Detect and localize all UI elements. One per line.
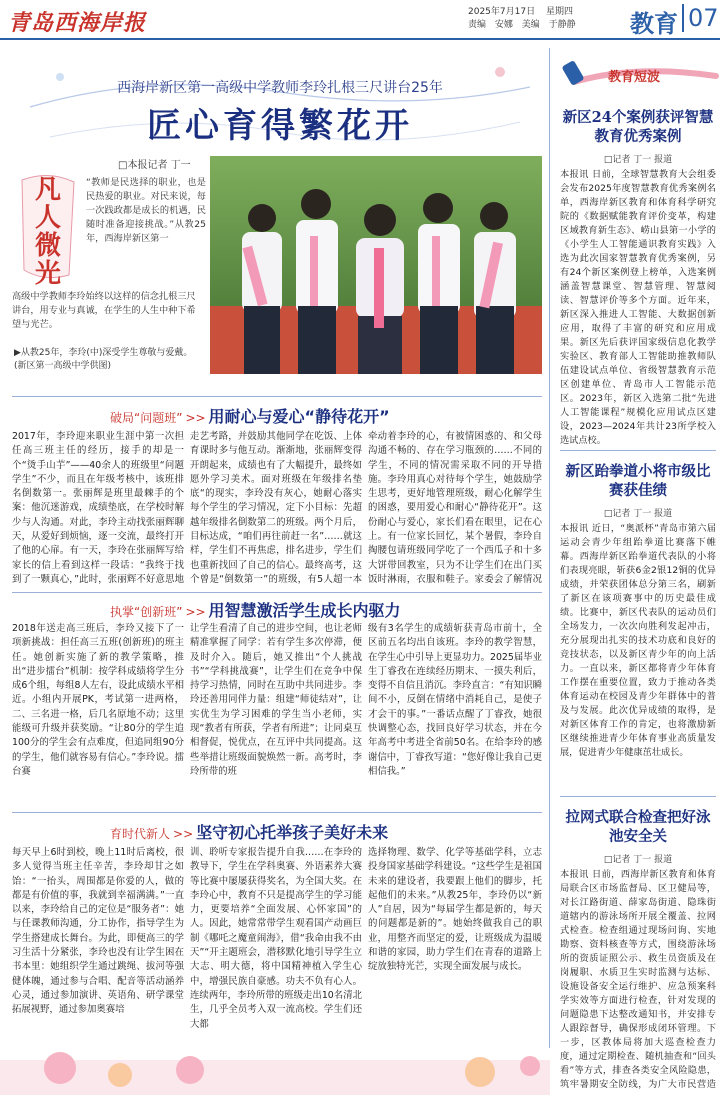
designer-name: 于静静	[548, 20, 576, 30]
article-lead-tail: 高级中学教师李玲始终以这样的信念扎根三尺讲台，用专业与真诚，在学生的人生中种下希望与光芒。	[12, 291, 196, 330]
section-heading-1	[110, 404, 510, 426]
column-badge: 凡人微光	[34, 175, 61, 289]
section-heading-title: 用智慧激活学生成长内驱力	[208, 601, 401, 620]
teacher-students-photo	[210, 156, 542, 374]
section-heading-3	[110, 820, 510, 842]
section-heading-title: 用耐心与爱心“静待花开”	[208, 407, 390, 426]
divider	[12, 396, 542, 397]
section-2-column-1: 2018年送走高三班后，李玲又接下了一项新挑战：担任高三五班(创新班)的班主任。她创新实施了新的教学策略，推出“进步擂台”机制：按学科成绩将学生分成6个组，每组8人左右，设此成绩水平相近。小组内开展PK，考试第一进两格，二、三名进一格，后几名原地不动；这里能级可升级并获奖励。“让80分的学生追100分的学生会有点难度，但追同组90分的学生，他们就容易有信心。”李玲说。擂台赛	[12, 623, 184, 777]
brief-header: 教育短波	[608, 70, 661, 85]
brief-body-2: 本报讯 近日，“奥派杯”青岛市第六届运动会青少年组跆拳道比赛落下帷幕。西海岸新区跆拳道代表队的小将们表现亮眼，斩获6金2银12铜的优异成绩，并荣获团体总分第三名，刷新了新区在该项赛事中的历史最佳成绩。比赛中，新区代表队的运动员们全场发力，一次次向胜利发起冲击，充分展现出扎实的技术功底和良好的竞技状态，以及新区青少年的向上活力。一直以来，新区都将青少年体育工作摆在重要位置，致力于推动各类体育运动在校园及青少年群体中的普及与发展。此次优异成绩的取得，是对新区体育工作的肯定，也将激励新区继续推进青少年体育事业高质量发展，促进青少年健康茁壮成长。	[560, 523, 716, 758]
brief-title-1: 新区24个案例获评智慧教育优秀案例	[562, 109, 714, 145]
issue-date: 2025年7月17日	[468, 7, 536, 17]
section-heading-2	[110, 598, 510, 620]
divider	[560, 450, 716, 451]
editor-name: 安娜	[494, 20, 513, 30]
masthead	[0, 0, 720, 40]
issue-info	[468, 6, 628, 32]
section-3-column-3: 选择物理、数学、化学等基础学科，立志投身国家基础学科建设。“这些学生是祖国未来的建设者，我要跟上他们的脚步，托起他们的未来。”从教25年，李玲仍以“新人”自居，因为“每届学生都是新的，每天的问题都是新的”。她始终做我自己的职业，用整齐而坚定的爱，让班级成为温暖和谐的家园，助力学生们在青春的道路上绽放独特光芒，实现全面发展与成长。	[368, 847, 542, 973]
section-1-column-1: 2017年，李玲迎来职业生涯中第一次担任高三班主任的经历，接手的却是一个“烫手山芋”——40余人的班级里“问题学生”不少，而且在年级考核中，该班排名倒数第一。张丽辉是班里最棘手的个案：他沉迷游戏，成绩垫底，在学校时解少与人沟通。对此，李玲主动找张丽辉聊天，从爱好到烦恼，逐一交流，最终打开了他的心扉。有一天，李玲在张丽辉写给家长的信上看到这样一段话：“我终于找到了一颗真心，”此时，张丽辉不好意思地	[12, 431, 184, 585]
article-lead-quote: “教师是民选择的职业，也是民热爱的职业。对民来说，每一次践政都是成长的机遇，民随时准备迎接挑战。”从教25年，西海岸新区第一	[86, 177, 206, 244]
brief-title-3: 拉网式联合检查把好泳池安全关	[565, 809, 711, 845]
section-3-column-2: 训、聆听专家报告提升自我……在李玲的教导下，学生在学科奥赛、外语素养大赛等比赛中屡屡获得奖名，为全国大奖。在李玲心中，教育不只是提高学生的学习能力，更要培养“全面发展、心怀家国”的人。因此，她常常带学生观看国产动画巨制《哪吒之魔童闹海》，借“我命由我不由天”“开主题班会，潜移默化地引导学生立大志、明大德，将中国精神植入学生心中，增强民族自豪感。功夫不负有心人。连续两年，李玲所带的班级走出10名清北生，几乎全员考入双一流高校。学生们还大都	[190, 847, 362, 1030]
article-headline: 匠心育得繁花开	[147, 106, 413, 146]
article-byline: □本报记者 丁一	[118, 160, 191, 171]
section-2-column-3: 级有3名学生的成绩斩获青岛市前十，全区前五名均出自该班。李玲的教学智慧，在学生心中引导上更显功力。2025届毕业生丁睿孜在连续经历期末、一摸失利后，变得不自信且消沉。李玲直言：“有知识瞬间不小，反倒在情绪中消耗自己，是使子才会干的事。”一番话点醒了丁睿孜，她很快调整心态，找回良好学习状态，并在今年高考中考进全省前50名。在给李玲的感谢信中，丁睿孜写道：“您好像让我自己更相信我。”	[368, 623, 542, 777]
photo-caption: ▶从教25年，李玲(中)深受学生尊敬与爱戴。(新区第一高级中学供图)	[14, 348, 193, 371]
article-kicker: 西海岸新区第一高级中学教师李玲扎根三尺讲台25年	[117, 80, 443, 96]
brief-byline-3: □记者 丁一 报道	[603, 855, 673, 865]
section-3-column-1: 每天早上6时到校，晚上11时后离校，很多人觉得当班主任辛苦，李玲却甘之如饴：“一抬头，周围都是你爱的人，做的都是有价值的事，我就到幸福满满。”一直以来，李玲给自己的定位是“服务者”：她与任课教师沟通，分工协作，指导学生为学生搭建成长舞台。为此，即便高三的学习生活十分紧张，李玲也没有让学生困在书本里：她组织学生通过跳绳、拔河等强健体魄，通过参与合唱、配音等活动涵养心灵，通过参加演讲、英语角、研学课堂拓展视野，通过参加奥赛培	[12, 847, 184, 1016]
issue-weekday: 星期四	[545, 7, 573, 17]
bottom-flower-decoration	[0, 1030, 550, 1095]
section-heading-pre: 育时代新人	[110, 827, 171, 841]
divider	[12, 592, 542, 593]
brief-body-1: 本报讯 日前，全球智慧教育大会组委会发布2025年度智慧教育优秀案例名单，西海岸新区教育和体育科学研究院的《数据赋能教育评价变革，构建区域教育新生态》、崂山县第一小学的《小学生人工智能通识教育实践》入选为此次国家智慧教育优秀案例，另有24个新区案例登上榜单，入选案例涵盖智慧课堂、智慧管理、智慧阅读、智慧评价等多个方面。近年来，新区深入推进人工智能、大数据创新应用，取得了丰富的研究和应用成果。新区先后获评国家级信息化教学实验区、教育部人工智能助推教师队伍建设试点单位、省级智慧教育示范区创建单位、青岛市人工智能示范区。2023年，新区入选第二批“先进人工智能课程”规模化应用试点区建设，2023—2024年共计23所学校入选试点校。	[560, 169, 716, 446]
designer-role: 美编	[521, 20, 540, 30]
divider	[12, 812, 542, 813]
section-name: 教育	[630, 10, 678, 38]
arrow-icon: >>	[185, 411, 206, 425]
section-2-column-2: 让学生看清了自己的进步空间，也让老师精准掌握了同学：若有学生多次停滞，便及时介入。随后，她又推出“个人挑战书”“学科挑战赛”，让学生们在竞争中保持学习热情，同时在互助中共同进步。李玲还善用同伴力量：组建“师徒结对”，让实优生为学习困难的学生当小老师，实现“教者有所获，学者有所进”；让同桌互相督促，悦优点，在互评中共同提高。这些举措让班级面貌焕然一新。高考时，李玲所带的班	[190, 623, 362, 777]
section-heading-pre: 破局“问题班”	[110, 411, 183, 425]
section-1-column-3: 牵动着李玲的心，有被情困惑的、和父母沟通不畅的、存在学习瓶颈的……不同的学生，不同的情况需采取不同的开导措施。李玲用真心对待每个学生，她鼓励学生思考，更好地管理班级，耐心化解学生的困惑，要用爱心和耐心“静待花开”。这份耐心与爱心，家长们看在眼里，记在心上。有一位家长回忆，某个暑假，李玲自掏腰包请班级同学吃了一个西瓜子和十多大饼带回教室，只为不让学生们在出门买饭时淋雨，衣服和鞋子。家委会了解情况	[368, 431, 542, 585]
news-brief-column	[556, 48, 720, 1095]
arrow-icon: >>	[185, 605, 206, 619]
section-heading-pre: 执掌“创新班”	[110, 605, 183, 619]
brief-title-2: 新区跆拳道小将市级比赛获佳绩	[565, 463, 711, 499]
section-1-column-2: 走艺考路，并鼓励其他同学在吃饭、上体育课时多与他互动。渐渐地，张丽辉变得开朗起来，成绩也有了大幅提升，最终如愿外学习美术。面对班级在年级排名垫底“的现实，李玲没有灰心，她耐心落实每个学生的学习情况，定下小目标：先超越年级排名倒数第二的班级。两个月后，目标达成，“咱们再往前赶一名”……就这样，学生们不再焦虑，排名进步，学生们也重新找回了自己的信心。最终高考，这个曾是“倒数第一”的班级，有5人超一本	[190, 431, 362, 585]
brief-byline-2: □记者 丁一 报道	[603, 509, 673, 519]
section-heading-title: 坚守初心托举孩子美好未来	[196, 823, 389, 842]
editor-role: 责编	[468, 20, 487, 30]
brief-byline-1: □记者 丁一 报道	[603, 155, 673, 165]
arrow-icon: >>	[173, 827, 194, 841]
page-number: 07	[682, 4, 719, 32]
column-divider	[549, 48, 550, 1048]
newspaper-logo: 青岛西海岸报	[8, 10, 147, 36]
divider	[560, 796, 716, 797]
brief-body-3: 本报讯 日前，西海岸新区教育和体育局联合区市场监督局、区卫健局等，对长江路街道、薛家岛街道、隐珠街道辖内的游泳场所开展全覆盖、拉网式检查。检查组通过现场问询、实地勘察、资料核查等方式，围绕游泳场所的资质证照公示、救生员资质及在岗履职、水质卫生实时监测与达标、设施设备安全运行维护、应急预案科学实效等方面进行检查，针对发现的问题隐患下达整改通知书，并安排专人跟踪督导，确保形成闭环管理。下一步，区教体局将加大巡查检查力度，通过定期检查、随机抽查和“回头看”等方式，排查各类安全风险隐患，筑牢暑期安全防线，为广大市民营造	[560, 869, 716, 1090]
